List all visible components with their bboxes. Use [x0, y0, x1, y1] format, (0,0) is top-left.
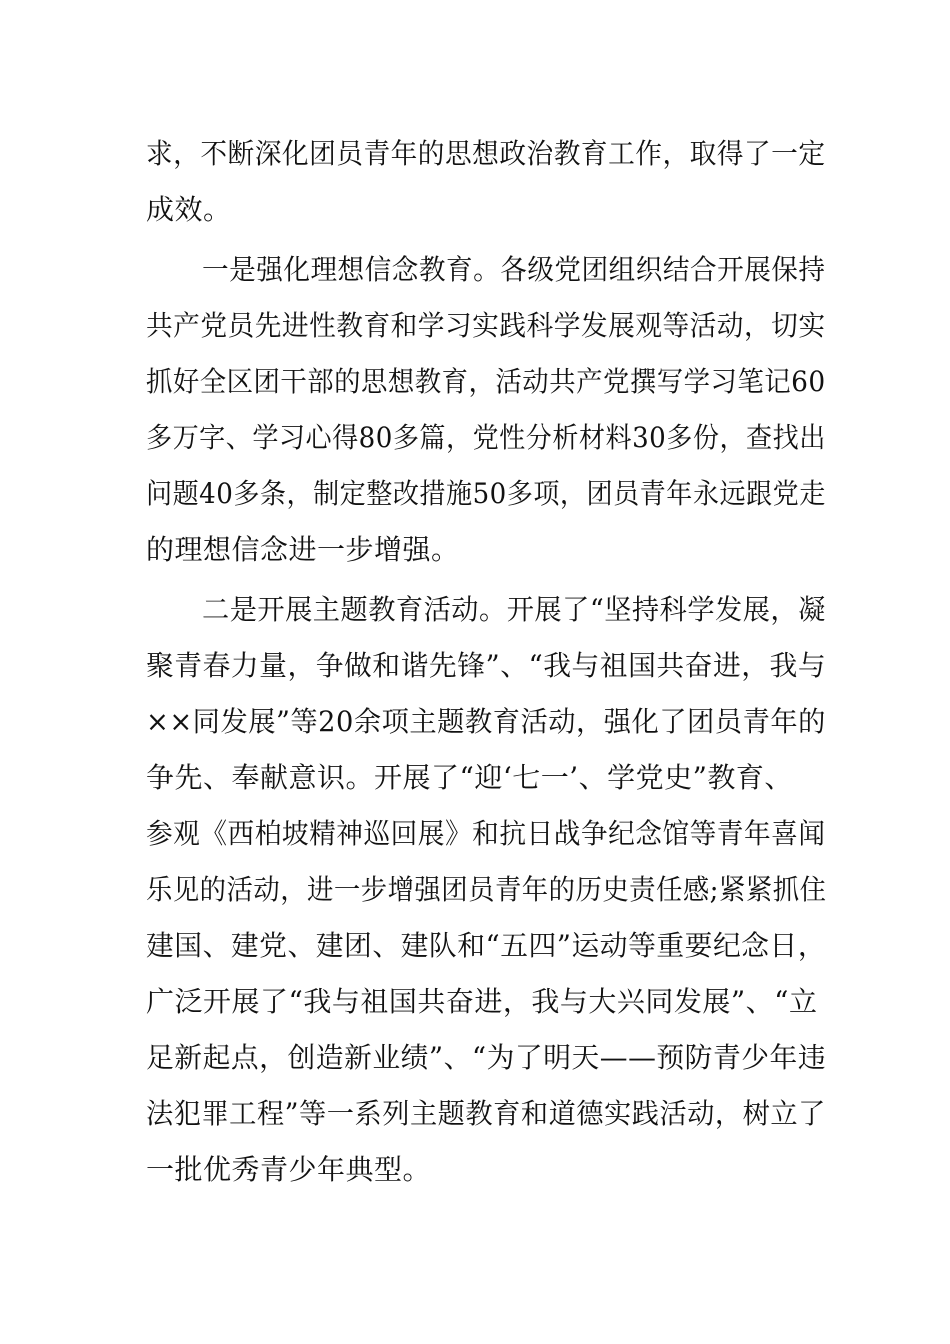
text-line: 乐见的活动，进一步增强团员青年的历史责任感;紧紧抓住 — [146, 873, 827, 906]
text-line: ××同发展”等20余项主题教育活动，强化了团员青年的 — [146, 705, 826, 738]
text-line: 的理想信念进一步增强。 — [146, 533, 460, 566]
text-line: 聚青春力量，争做和谐先锋”、“我与祖国共奋进，我与 — [146, 649, 827, 682]
text-line: 成效。 — [146, 193, 232, 226]
text-line: 广泛开展了“我与祖国共奋进，我与大兴同发展”、“立 — [146, 985, 818, 1018]
text-line: 二是开展主题教育活动。开展了“坚持科学发展，凝 — [202, 593, 826, 626]
text-line: 一是强化理想信念教育。各级党团组织结合开展保持 — [202, 253, 826, 286]
text-line: 建国、建党、建团、建队和“五四”运动等重要纪念日， — [146, 929, 827, 962]
text-line: 抓好全区团干部的思想教育，活动共产党撰写学习笔记60 — [146, 365, 826, 398]
text-line: 多万字、学习心得80多篇，党性分析材料30多份，查找出 — [146, 421, 826, 454]
text-line: 问题40多条，制定整改措施50多项，团员青年永远跟党走 — [146, 477, 826, 510]
text-line: 法犯罪工程”等一系列主题教育和道德实践活动，树立了 — [146, 1097, 826, 1130]
text-line: 参观《西柏坡精神巡回展》和抗日战争纪念馆等青年喜闻 — [146, 817, 826, 850]
text-line: 一批优秀青少年典型。 — [146, 1153, 432, 1186]
text-line: 争先、奉献意识。开展了“迎‘七一’、学党史”教育、 — [146, 761, 793, 794]
text-line: 共产党员先进性教育和学习实践科学发展观等活动，切实 — [146, 309, 826, 342]
text-line: 足新起点，创造新业绩”、“为了明天——预防青少年违 — [146, 1041, 827, 1074]
text-line: 求，不断深化团员青年的思想政治教育工作，取得了一定 — [146, 137, 826, 170]
